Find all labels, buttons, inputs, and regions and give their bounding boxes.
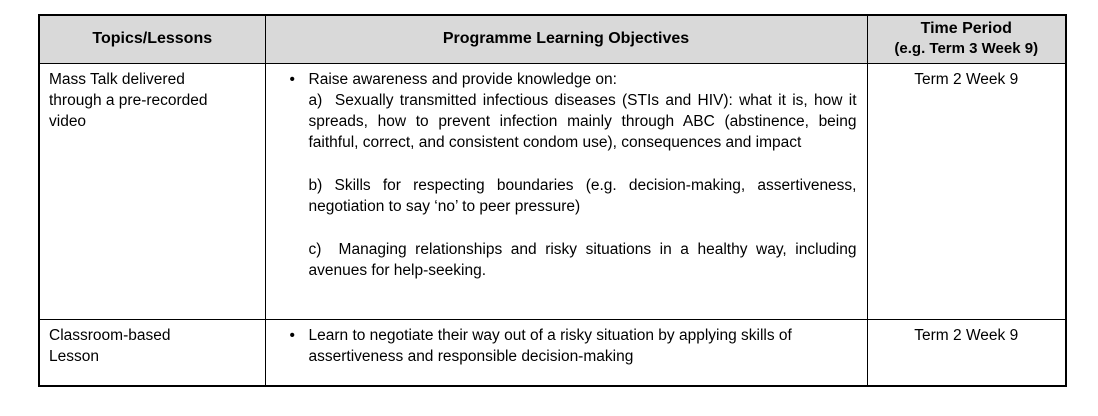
objectives-cell [265,63,867,319]
header-time-period-example: (e.g. Term 3 Week 9) [894,40,1039,58]
topic-line: through a pre-recorded [49,91,208,109]
header-time-period-title: Time Period [920,20,1012,38]
objective-intro: Raise awareness and provide knowledge on: [308,70,617,88]
header-objectives-label: Programme Learning Objectives [442,30,690,48]
topic-line: Classroom-based [49,326,171,344]
table-row-classroom-lesson [39,319,1066,386]
topic-line: Mass Talk delivered [49,70,185,88]
objective-bullet-item [290,69,857,281]
time-period-cell: Term 2 Week 9 [867,63,1066,319]
topic-line: Lesson [49,347,99,365]
objective-paragraph-a: a) Sexually transmitted infectious diseases (STIs and HIV): what it is, how it spreads, how to prevent infection mainly through ABC (abstinence, being faithful, correct, and consistent condom use), consequences and impact [308,91,857,151]
objective-content [309,325,857,367]
objective-content [309,69,857,281]
header-time-period [867,15,1066,63]
objective-paragraph-b: b) Skills for respecting boundaries (e.g. decision-making, assertiveness, negotiation to say ‘no’ to peer pressure) [308,176,857,215]
objective-text: Learn to negotiate their way out of a risky situation by applying skills of assertiveness and responsible decision-making [308,326,792,365]
objective-paragraph-c: c) Managing relationships and risky situations in a healthy way, including avenues for help-seeking. [308,240,857,279]
table-row-mass-talk [39,63,1066,319]
topic-cell [39,319,265,386]
objective-bullet-item [290,325,857,367]
programme-table [38,14,1067,387]
header-row [39,15,1066,63]
bullet-icon: • [289,70,295,88]
time-period-cell: Term 2 Week 9 [867,319,1066,386]
header-programme-learning-objectives [265,15,867,63]
header-topics-label: Topics/Lessons [92,30,213,48]
header-topics-lessons [39,15,265,63]
topic-line: video [49,112,87,130]
objectives-cell [265,319,867,386]
topic-cell [39,63,265,319]
bullet-icon: • [289,326,295,344]
